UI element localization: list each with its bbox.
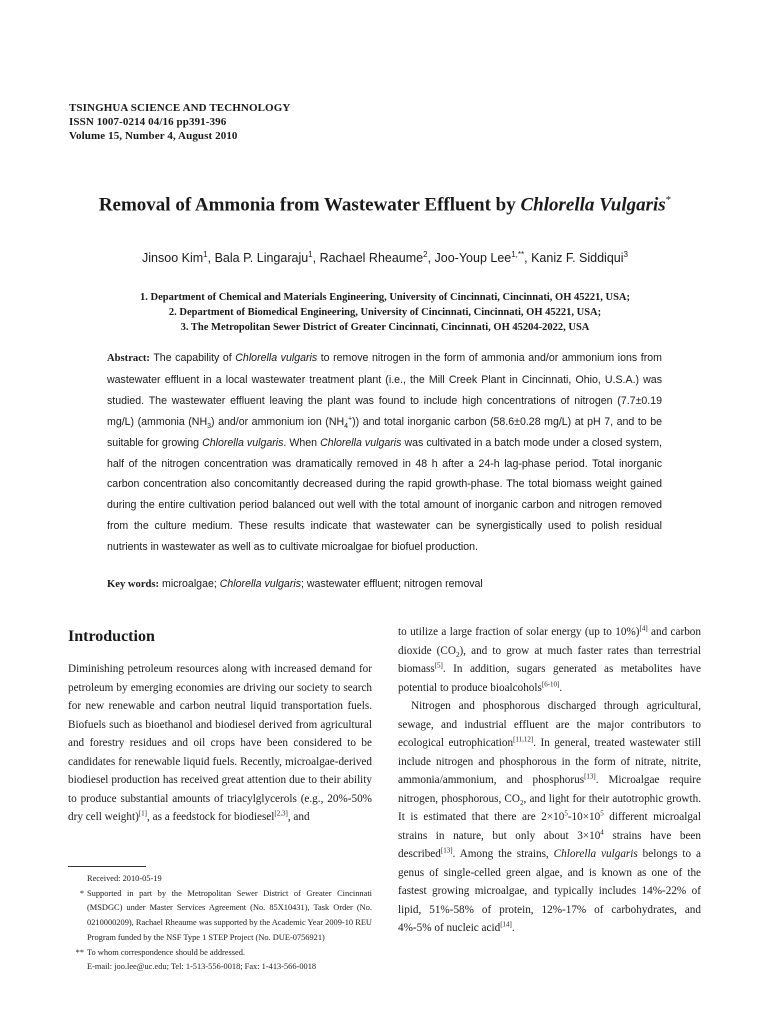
footnote-text: To whom correspondence should be addressed. [87,947,246,957]
footnote-divider [68,866,146,867]
species-name: Chlorella vulgaris [235,352,318,364]
title-main: Removal of Ammonia from Wastewater Effluent by [98,194,521,216]
section-heading-introduction: Introduction [68,628,155,645]
received-date: Received: 2010-05-19 [87,874,162,883]
body-text: . Microalgae require nitrogen, phosphorous, CO [398,774,701,805]
journal-volume: Volume 15, Number 4, August 2010 [69,130,238,142]
footnote-mark: ** [75,947,84,957]
author-name: Jinsoo Kim [142,251,204,266]
title-footnote-mark: * [665,194,672,206]
body-text: Diminishing petroleum resources along with increased demand for petroleum by emerging economies are driving our society to search for new renewable and carbon neutral liquid transportation fuels. Biofuels such as bioethanol and biodiesel derived from agricultural and forestry residues and oil crops have been considered to be candidates for renewable liquid fuels. Recently, microalgae-derived biodiesel production has received great attention due to their ability to produce substantial amounts of triacylglycerols (e.g., 20%-50% dry cell weight) [68,663,372,823]
abstract-label: Abstract: [107,353,150,364]
body-text: Nitrogen and phosphorous discharged through agricultural, sewage, and industrial effluent are the major contributors to ecological eutrophication [398,700,701,749]
body-text: , as a feedstock for biodiesel [147,811,275,823]
author-affil-mark: 1,** [511,250,525,259]
subscript: 4 [344,422,349,430]
abstract-text: to remove nitrogen in the form of ammonia and/or ammonium ions from wastewater effluent in a local wastewater treatment plant (i.e., the Mill Creek Plant in Cincinnati, Ohio, U.S.A.) was studied. The wastewater effluent leaving the plant was found to include high concentrations of nitrogen (7.7±0.19 mg/L) (ammonia (NH [107,352,662,428]
left-column [68,660,372,827]
body-text: , and [287,811,310,823]
keywords [107,576,667,593]
body-text: and carbon dioxide (CO [398,626,701,657]
author-name: Kaniz F. Siddiqui [531,251,624,266]
species-name: Chlorella vulgaris [219,578,302,590]
citation-ref[interactable]: [1] [138,809,148,818]
affiliation: 2. Department of Biomedical Engineering, University of Cincinnati, Cincinnati, OH 45221, USA; [168,307,602,318]
body-text: . In addition, sugars generated as metabolites have potential to produce bioalcohols [398,663,701,694]
paper-title [60,194,710,216]
body-paragraph [398,623,701,697]
body-text: strains have been described [398,829,701,860]
footnote-contact [68,960,372,975]
subscript: 2 [455,650,460,659]
affiliation: 1. Department of Chemical and Materials Engineering, University of Cincinnati, Cincinnati, OH 45221, USA; [140,292,630,303]
superscript: + [348,415,353,423]
journal-header [69,101,290,143]
citation-ref[interactable]: [5] [434,661,443,670]
body-text: . [559,681,563,694]
author-name: Bala P. Lingaraju [214,251,309,266]
body-paragraph [398,697,701,938]
keywords-text: ; wastewater effluent; nitrogen removal [301,578,483,590]
keywords-text: microalgae; [159,578,220,590]
keywords-label: Key words: [107,579,160,590]
body-text: to utilize a large fraction of solar energy (up to 10%) [398,626,640,638]
affiliation-list [60,290,710,335]
citation-ref[interactable]: [4] [639,624,648,633]
journal-name: TSINGHUA SCIENCE AND TECHNOLOGY [69,102,291,114]
abstract-text: The capability of [149,352,236,364]
citation-ref[interactable]: [6-10] [541,679,560,688]
author-name: Joo-Youp Lee [434,251,512,266]
author-list: Jinsoo Kim$^1$, Bala P. Lingaraju$^1$, Rachael Rheaume$^2$, Joo-Youp Lee$^{1,**}$, Kaniz F. Siddiqui$^3$ [142,250,628,266]
author-affil-mark: 1 [203,250,208,259]
species-name: Chlorella vulgaris [320,436,402,449]
journal-issn: ISSN 1007-0214 04/16 pp391-396 [69,116,227,128]
footnote-received [68,872,372,887]
title-species: Chlorella Vulgaris [520,194,666,216]
author-affil-mark: 1 [308,250,313,259]
affiliation: 3. The Metropolitan Sewer District of Greater Cincinnati, Cincinnati, OH 45204-2022, USA [180,322,590,333]
abstract-text: . When [283,436,321,449]
exponent: 4 [600,827,604,836]
author-name: Rachael Rheaume [319,251,424,266]
body-text: . [511,922,515,934]
exponent: 5 [564,809,568,818]
citation-ref[interactable]: [2,3] [274,809,288,818]
body-text: . In general, treated wastewater still include nitrogen and phosphorous in the form of nitrate, nitrite, ammonia/ammonium, and phosphorus [398,737,701,786]
body-text: ), and to grow at much faster rates than terrestrial biomass [398,644,701,675]
footnote-support [68,887,372,946]
footnote-text: Supported in part by the Metropolitan Sewer District of Greater Cincinnati (MSDGC) under Master Services Agreement (No. 85X10431), Task Order (No. 0210000209), Rachael Rheaume was supported by the Academic Year 2009-10 REU Program funded by the NSF Type 1 STEP Project (No. DUE-0756921) [87,888,372,942]
footnotes [68,872,372,975]
contact-info[interactable]: E-mail: joo.lee@uc.edu; Tel: 1-513-556-0018; Fax: 1-413-566-0018 [87,962,317,972]
author-affil-mark: 3 [623,250,628,259]
subscript: 2 [519,798,524,807]
species-name: Chlorella vulgaris [553,848,638,860]
species-name: Chlorella vulgaris [202,436,284,449]
citation-ref[interactable]: [13] [584,772,596,781]
body-paragraph [68,660,372,827]
body-text: . Among the strains, [452,848,554,860]
abstract-text: ) and/or ammonium ion (NH [211,415,345,428]
abstract [107,348,662,558]
footnote-mark: * [79,888,84,898]
abstract-text: was cultivated in a batch mode under a closed system, half of the nitrogen concentration was dramatically removed in 48 h after a 24-h lag-phase period. Total inorganic carbon concentration also concomitantly decreased during the rapid growth-phase. The total biomass weight gained during the entire cultivation period balanced out well with the total amount of inorganic carbon and nitrogen removed from the culture medium. These results indicate that wastewater can be synergistically used to polish residual nutrients in wastewater as well as to cultivate microalgae for biofuel production. [107,436,662,554]
subscript: 3 [207,422,212,430]
abstract-text: )) and total inorganic carbon (58.6±0.28 mg/L) at pH 7, and to be suitable for growing [107,415,663,449]
citation-ref[interactable]: [11,12] [513,735,534,744]
citation-ref[interactable]: [14] [500,920,512,929]
exponent: 5 [600,809,604,818]
body-text: different microalgal strains in nature, but only about 3×10 [398,811,701,842]
body-text: -10×10 [567,811,601,823]
body-text: , and light for their autotrophic growth. It is estimated that there are 2×10 [398,792,701,823]
body-text: belongs to a genus of single-celled green algae, and is known as one of the fastest growing microalgae, and typically includes 14%-22% of lipid, 51%-58% of protein, 12%-17% of carbohydrates, and 4%-5% of nucleic acid [398,848,701,934]
citation-ref[interactable]: [13] [440,846,453,855]
footnote-correspondence [68,946,372,961]
author-affil-mark: 2 [423,250,428,259]
right-column [398,623,701,938]
